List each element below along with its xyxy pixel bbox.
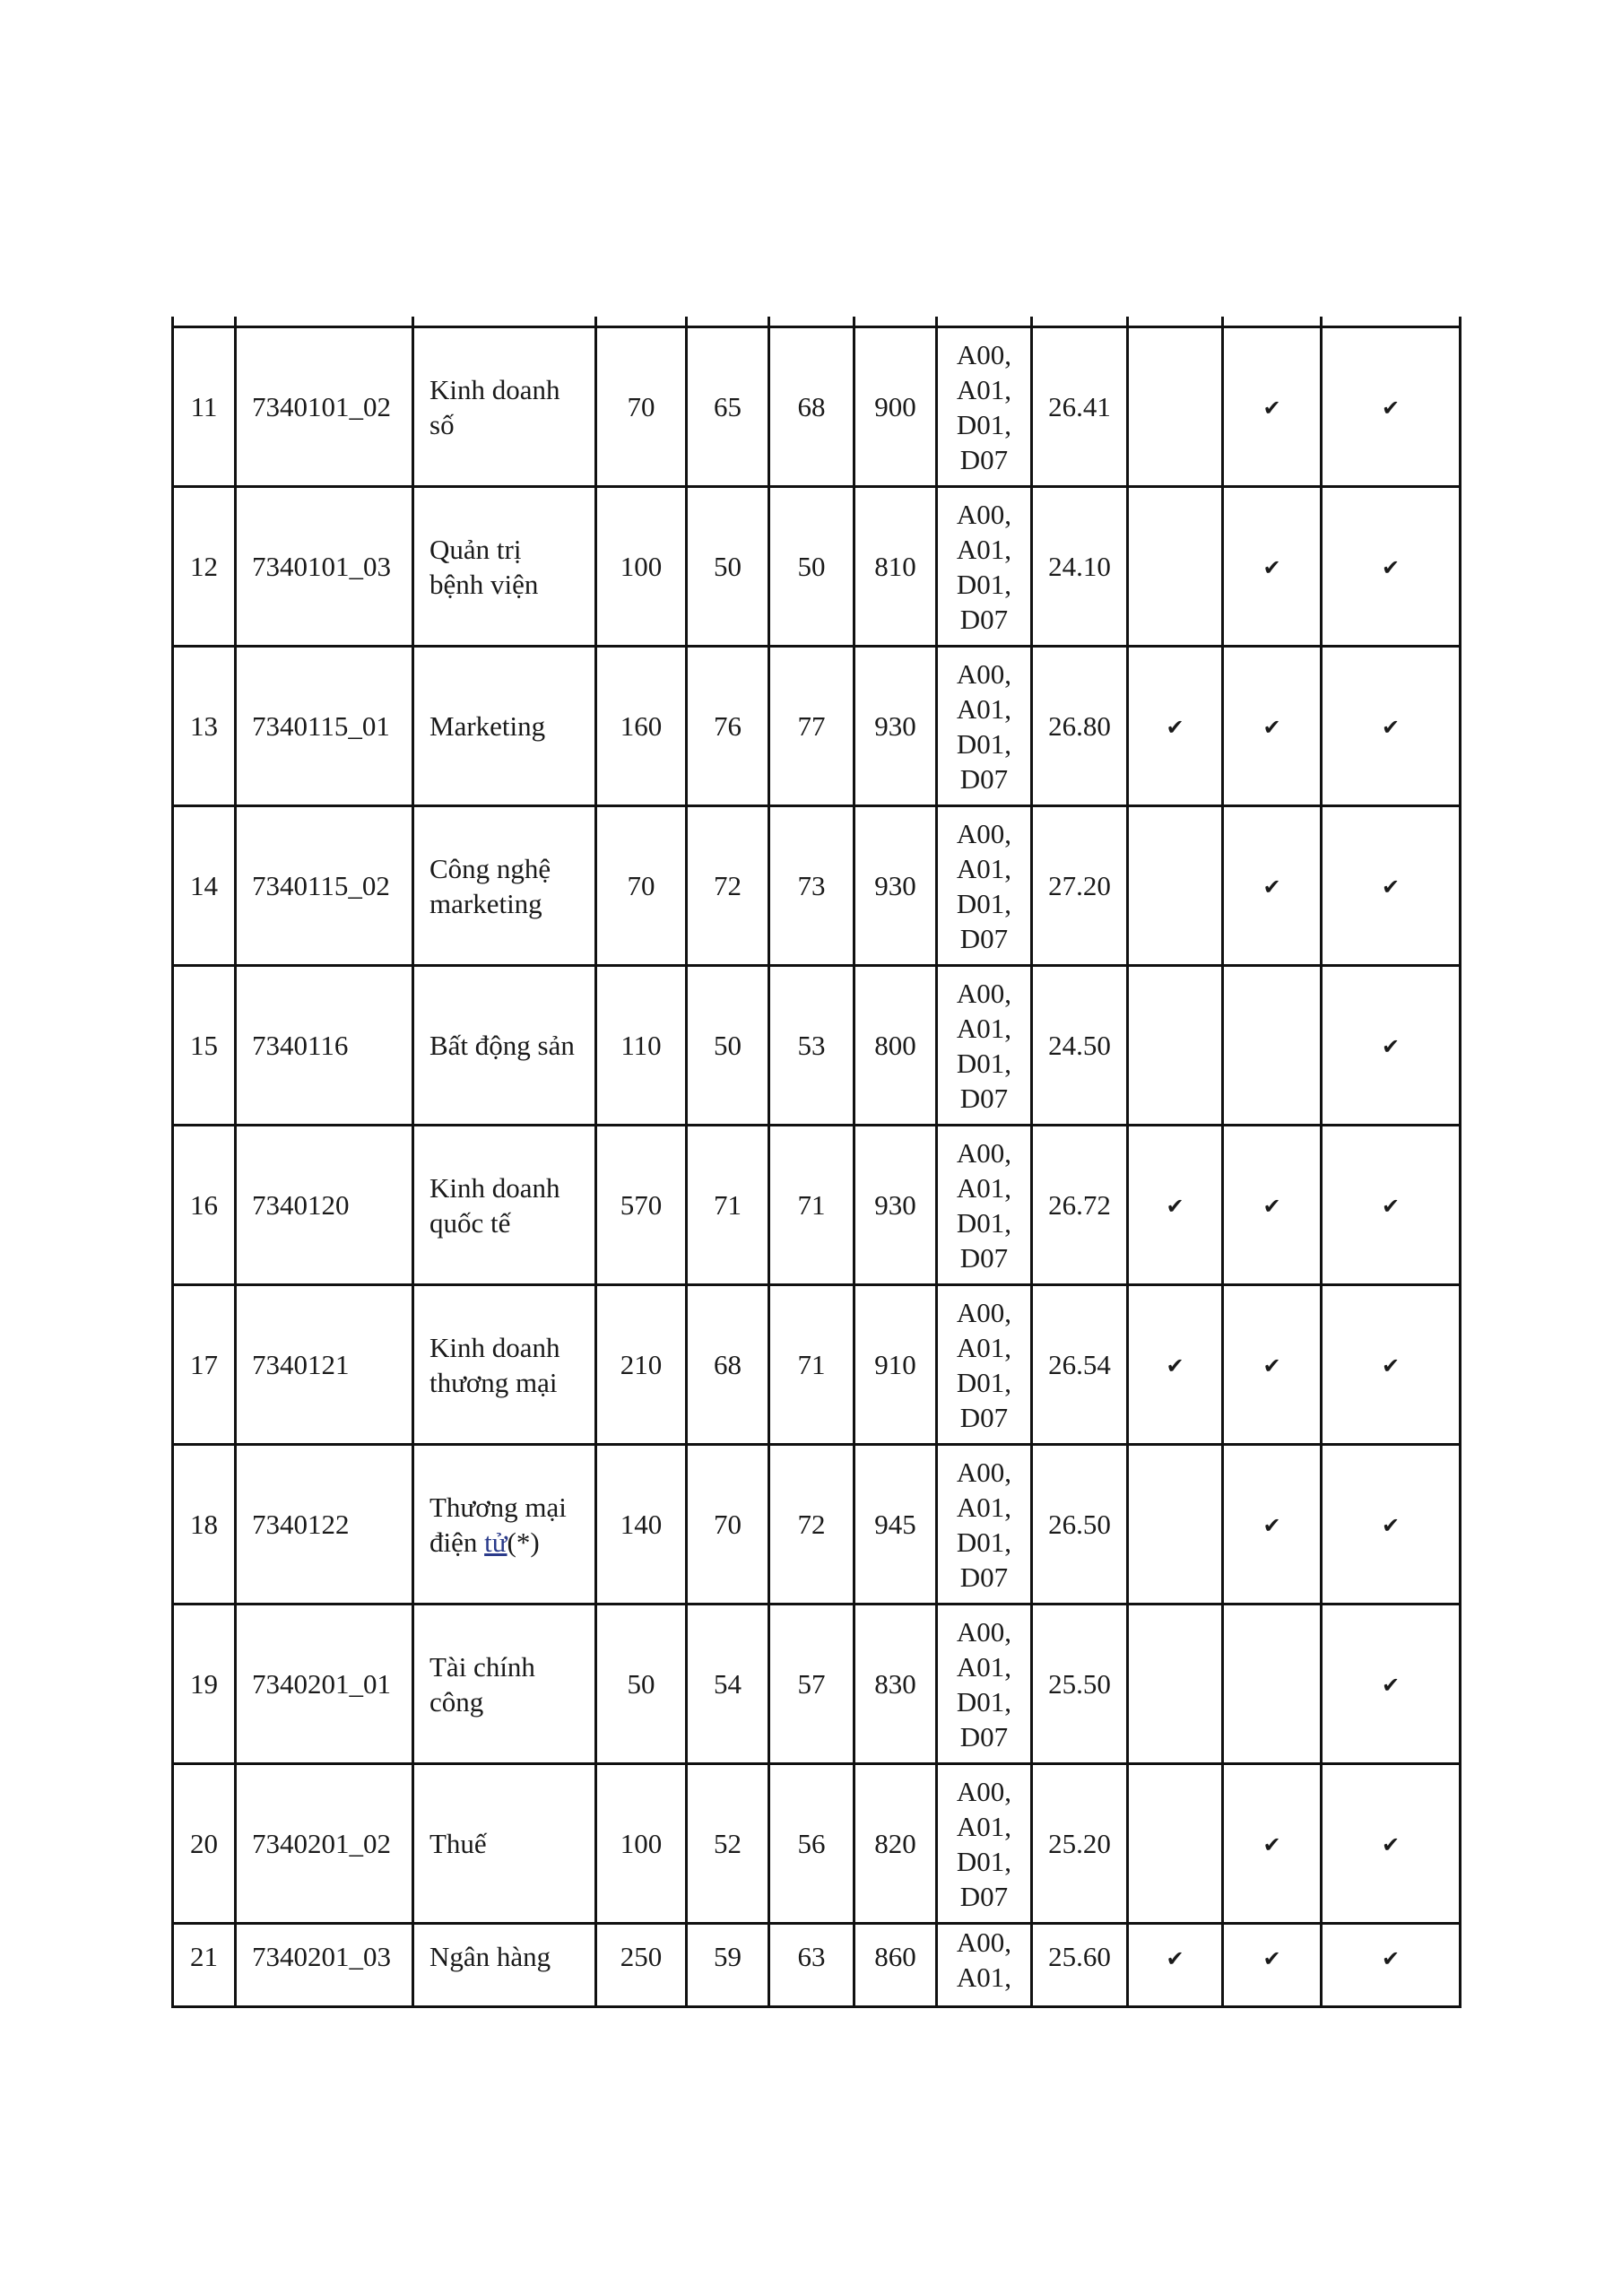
score-col-2-cell: 72	[769, 1445, 854, 1605]
table-row	[173, 1764, 1461, 1924]
subject-combo: D01,	[956, 1047, 1012, 1079]
check-icon: ✔	[1166, 1352, 1184, 1378]
major-name-cell	[413, 487, 596, 647]
check-icon: ✔	[1262, 874, 1281, 900]
benchmark-score-cell: 26.50	[1032, 1445, 1128, 1605]
subject-combo: D07	[959, 1880, 1009, 1912]
method-3-cell	[1322, 806, 1461, 966]
quota-cell: 50	[596, 1605, 687, 1764]
benchmark-score-cell: 24.50	[1032, 966, 1128, 1126]
method-1-cell	[1128, 806, 1223, 966]
subject-combos-cell	[937, 1764, 1032, 1924]
subject-combo: A01,	[956, 533, 1012, 565]
stt-cell: 13	[173, 647, 236, 806]
subject-combos-cell	[937, 1126, 1032, 1285]
major-code-cell: 7340101_03	[236, 487, 413, 647]
method-2-cell	[1223, 487, 1322, 647]
check-icon: ✔	[1262, 714, 1281, 740]
table-row	[173, 487, 1461, 647]
major-code-cell: 7340116	[236, 966, 413, 1126]
subject-combo: D01,	[956, 727, 1012, 760]
check-icon: ✔	[1381, 395, 1401, 421]
quota-cell: 160	[596, 647, 687, 806]
major-name-line: Kinh doanh	[429, 1171, 560, 1204]
quota-cell: 250	[596, 1924, 687, 2007]
score-col-1-cell: 50	[687, 487, 769, 647]
subject-combo: A00,	[956, 817, 1012, 849]
stt-cell: 16	[173, 1126, 236, 1285]
major-code-cell: 7340121	[236, 1285, 413, 1445]
major-name-line: Thương mại	[429, 1491, 567, 1523]
score-col-2-cell: 53	[769, 966, 854, 1126]
score-col-3-cell: 910	[854, 1285, 937, 1445]
subject-combo: D07	[959, 443, 1009, 475]
major-name-line: số	[429, 408, 455, 440]
major-name-cell	[413, 1126, 596, 1285]
method-1-cell	[1128, 647, 1223, 806]
method-2-cell	[1223, 966, 1322, 1126]
check-icon: ✔	[1381, 554, 1401, 580]
stt-cell: 18	[173, 1445, 236, 1605]
subject-combo: A00,	[956, 1775, 1012, 1807]
quota-cell: 570	[596, 1126, 687, 1285]
major-name-line: công	[429, 1685, 484, 1718]
score-col-3-cell: 900	[854, 327, 937, 487]
major-name-line: Bất động sản	[429, 1030, 575, 1061]
major-name-line: Công nghệ	[429, 852, 551, 884]
method-1-cell	[1128, 1764, 1223, 1924]
method-1-cell	[1128, 966, 1223, 1126]
subject-combos-cell	[937, 327, 1032, 487]
quota-cell: 100	[596, 487, 687, 647]
quota-cell: 140	[596, 1445, 687, 1605]
method-1-cell	[1128, 1126, 1223, 1285]
subject-combo: D01,	[956, 1685, 1012, 1718]
method-3-cell	[1322, 327, 1461, 487]
score-col-2-cell: 71	[769, 1285, 854, 1445]
score-col-1-cell: 54	[687, 1605, 769, 1764]
subject-combo: A01,	[956, 1012, 1012, 1044]
check-icon: ✔	[1381, 1831, 1401, 1857]
major-name-line: Thuế	[429, 1828, 487, 1859]
subject-combo: A01,	[956, 1961, 1012, 1993]
score-col-1-cell: 68	[687, 1285, 769, 1445]
subject-combo: A00,	[956, 338, 1012, 370]
major-code-cell: 7340115_01	[236, 647, 413, 806]
subject-combo: D07	[959, 1401, 1009, 1433]
check-icon: ✔	[1262, 395, 1281, 421]
subject-combos-cell	[937, 647, 1032, 806]
major-code-cell: 7340120	[236, 1126, 413, 1285]
score-col-3-cell: 930	[854, 647, 937, 806]
score-col-2-cell: 50	[769, 487, 854, 647]
table-row	[173, 327, 1461, 487]
table-row	[173, 647, 1461, 806]
benchmark-score-cell: 25.20	[1032, 1764, 1128, 1924]
major-name-cell	[413, 806, 596, 966]
major-name-cell	[413, 1285, 596, 1445]
subject-combos-cell	[937, 1285, 1032, 1445]
major-name-line: Kinh doanh	[429, 373, 560, 405]
method-1-cell	[1128, 327, 1223, 487]
method-1-cell	[1128, 1445, 1223, 1605]
subject-combo: A00,	[956, 1615, 1012, 1648]
score-col-1-cell: 65	[687, 327, 769, 487]
major-name-line: thương mại	[429, 1366, 558, 1398]
method-2-cell	[1223, 1445, 1322, 1605]
subject-combos-cell	[937, 806, 1032, 966]
check-icon: ✔	[1381, 1672, 1401, 1698]
admissions-table	[171, 317, 1462, 2008]
major-name-cell	[413, 1764, 596, 1924]
major-name-cell	[413, 1605, 596, 1764]
major-name-line: điện tử(*)	[429, 1526, 540, 1558]
subject-combos-cell	[937, 966, 1032, 1126]
major-name-cell	[413, 966, 596, 1126]
method-3-cell	[1322, 1764, 1461, 1924]
subject-combo: A00,	[956, 657, 1012, 690]
score-col-3-cell: 820	[854, 1764, 937, 1924]
benchmark-score-cell: 26.54	[1032, 1285, 1128, 1445]
subject-combo: D07	[959, 762, 1009, 795]
table-row	[173, 806, 1461, 966]
subject-combo: A01,	[956, 1331, 1012, 1363]
score-col-2-cell: 77	[769, 647, 854, 806]
subject-combo: A00,	[956, 1136, 1012, 1169]
check-icon: ✔	[1381, 1193, 1401, 1219]
method-1-cell	[1128, 1924, 1223, 2007]
method-2-cell	[1223, 1764, 1322, 1924]
subject-combo: D01,	[956, 1845, 1012, 1877]
benchmark-score-cell: 26.80	[1032, 647, 1128, 806]
method-3-cell	[1322, 1285, 1461, 1445]
check-icon: ✔	[1262, 1512, 1281, 1538]
major-name-cell	[413, 1924, 596, 2007]
stt-cell: 12	[173, 487, 236, 647]
major-code-cell: 7340201_03	[236, 1924, 413, 2007]
check-icon: ✔	[1262, 554, 1281, 580]
method-1-cell	[1128, 487, 1223, 647]
subject-combo: A00,	[956, 1926, 1012, 1958]
table-row	[173, 1924, 1461, 2007]
major-name-line: Marketing	[429, 710, 546, 742]
benchmark-score-cell: 24.10	[1032, 487, 1128, 647]
score-col-1-cell: 50	[687, 966, 769, 1126]
check-icon: ✔	[1381, 874, 1401, 900]
stt-cell: 21	[173, 1924, 236, 2007]
subject-combo: D07	[959, 922, 1009, 954]
major-code-cell: 7340122	[236, 1445, 413, 1605]
table-row-continuation	[173, 317, 1461, 327]
subject-combo: A01,	[956, 692, 1012, 725]
score-col-1-cell: 70	[687, 1445, 769, 1605]
score-col-3-cell: 800	[854, 966, 937, 1126]
subject-combo: D07	[959, 1241, 1009, 1274]
subject-combo: A00,	[956, 1456, 1012, 1488]
subject-combo: A01,	[956, 852, 1012, 884]
benchmark-score-cell: 25.60	[1032, 1924, 1128, 2007]
method-3-cell	[1322, 487, 1461, 647]
check-icon: ✔	[1381, 1033, 1401, 1059]
subject-combo: A01,	[956, 373, 1012, 405]
check-icon: ✔	[1262, 1352, 1281, 1378]
method-2-cell	[1223, 647, 1322, 806]
spellcheck-underline: tử	[484, 1526, 507, 1558]
major-name-cell	[413, 1445, 596, 1605]
score-col-2-cell: 71	[769, 1126, 854, 1285]
subject-combo: A00,	[956, 977, 1012, 1009]
major-name-line: Ngân hàng	[429, 1941, 551, 1972]
score-col-3-cell: 930	[854, 1126, 937, 1285]
major-code-cell: 7340201_02	[236, 1764, 413, 1924]
score-col-3-cell: 810	[854, 487, 937, 647]
method-2-cell	[1223, 1924, 1322, 2007]
method-3-cell	[1322, 966, 1461, 1126]
subject-combo: D01,	[956, 887, 1012, 919]
method-3-cell	[1322, 1126, 1461, 1285]
subject-combos-cell	[937, 487, 1032, 647]
score-col-2-cell: 68	[769, 327, 854, 487]
method-1-cell	[1128, 1605, 1223, 1764]
method-3-cell	[1322, 1924, 1461, 2007]
subject-combo: A00,	[956, 1296, 1012, 1328]
major-name-cell	[413, 647, 596, 806]
score-col-1-cell: 72	[687, 806, 769, 966]
subject-combos-cell	[937, 1924, 1032, 2007]
subject-combo: D07	[959, 603, 1009, 635]
method-2-cell	[1223, 806, 1322, 966]
score-col-1-cell: 52	[687, 1764, 769, 1924]
check-icon: ✔	[1166, 714, 1184, 740]
check-icon: ✔	[1381, 1512, 1401, 1538]
check-icon: ✔	[1381, 714, 1401, 740]
subject-combo: A00,	[956, 498, 1012, 530]
subject-combos-cell	[937, 1605, 1032, 1764]
table-row	[173, 1605, 1461, 1764]
benchmark-score-cell: 26.41	[1032, 327, 1128, 487]
subject-combo: D01,	[956, 408, 1012, 440]
check-icon: ✔	[1166, 1946, 1184, 1971]
method-3-cell	[1322, 1605, 1461, 1764]
check-icon: ✔	[1262, 1193, 1281, 1219]
check-icon: ✔	[1262, 1831, 1281, 1857]
subject-combo: D01,	[956, 1206, 1012, 1239]
major-name-line: marketing	[429, 887, 542, 919]
table-row	[173, 1285, 1461, 1445]
subject-combo: D01,	[956, 1526, 1012, 1558]
method-2-cell	[1223, 327, 1322, 487]
table-row	[173, 1445, 1461, 1605]
benchmark-score-cell: 26.72	[1032, 1126, 1128, 1285]
score-col-3-cell: 945	[854, 1445, 937, 1605]
table-row	[173, 1126, 1461, 1285]
score-col-2-cell: 63	[769, 1924, 854, 2007]
method-1-cell	[1128, 1285, 1223, 1445]
major-name-line: quốc tế	[429, 1206, 511, 1239]
stt-cell: 15	[173, 966, 236, 1126]
check-icon: ✔	[1262, 1946, 1281, 1971]
stt-cell: 20	[173, 1764, 236, 1924]
quota-cell: 100	[596, 1764, 687, 1924]
score-col-2-cell: 73	[769, 806, 854, 966]
subject-combos-cell	[937, 1445, 1032, 1605]
subject-combo: A01,	[956, 1171, 1012, 1204]
stt-cell: 19	[173, 1605, 236, 1764]
quota-cell: 110	[596, 966, 687, 1126]
check-icon: ✔	[1381, 1946, 1401, 1971]
check-icon: ✔	[1381, 1352, 1401, 1378]
score-col-1-cell: 71	[687, 1126, 769, 1285]
subject-combo: D01,	[956, 1366, 1012, 1398]
score-col-3-cell: 860	[854, 1924, 937, 2007]
method-2-cell	[1223, 1126, 1322, 1285]
method-3-cell	[1322, 647, 1461, 806]
major-name-cell	[413, 327, 596, 487]
subject-combo: A01,	[956, 1491, 1012, 1523]
quota-cell: 70	[596, 806, 687, 966]
stt-cell: 11	[173, 327, 236, 487]
major-name-line: bệnh viện	[429, 568, 539, 600]
major-code-cell: 7340101_02	[236, 327, 413, 487]
score-col-2-cell: 57	[769, 1605, 854, 1764]
subject-combo: D07	[959, 1082, 1009, 1114]
score-col-3-cell: 830	[854, 1605, 937, 1764]
major-code-cell: 7340115_02	[236, 806, 413, 966]
benchmark-score-cell: 25.50	[1032, 1605, 1128, 1764]
major-code-cell: 7340201_01	[236, 1605, 413, 1764]
subject-combo: A01,	[956, 1650, 1012, 1683]
subject-combo: A01,	[956, 1810, 1012, 1842]
major-name-line: Kinh doanh	[429, 1331, 560, 1363]
score-col-1-cell: 76	[687, 647, 769, 806]
quota-cell: 70	[596, 327, 687, 487]
method-2-cell	[1223, 1605, 1322, 1764]
subject-combo: D01,	[956, 568, 1012, 600]
stt-cell: 17	[173, 1285, 236, 1445]
major-name-line: Quản trị	[429, 533, 522, 565]
check-icon: ✔	[1166, 1193, 1184, 1219]
score-col-1-cell: 59	[687, 1924, 769, 2007]
stt-cell: 14	[173, 806, 236, 966]
table-body	[173, 317, 1461, 2007]
subject-combo: D07	[959, 1561, 1009, 1593]
table-row	[173, 966, 1461, 1126]
major-name-line: Tài chính	[429, 1650, 535, 1683]
benchmark-score-cell: 27.20	[1032, 806, 1128, 966]
score-col-2-cell: 56	[769, 1764, 854, 1924]
method-3-cell	[1322, 1445, 1461, 1605]
quota-cell: 210	[596, 1285, 687, 1445]
subject-combo: D07	[959, 1720, 1009, 1752]
method-2-cell	[1223, 1285, 1322, 1445]
score-col-3-cell: 930	[854, 806, 937, 966]
